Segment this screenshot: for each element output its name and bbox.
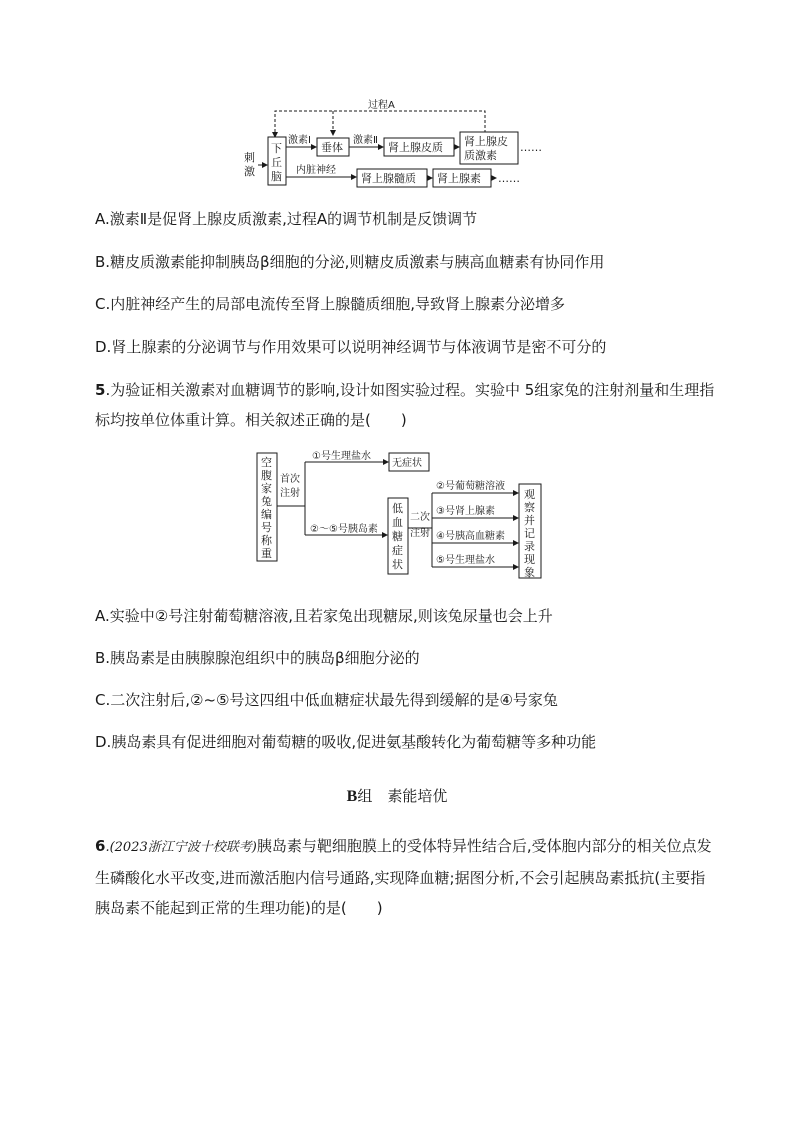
section-group-label: 组 (357, 787, 373, 805)
adrenaline-label: 肾上腺素 (437, 172, 481, 185)
svg-text:兔: 兔 (261, 495, 272, 508)
q5-option-a: A.实验中②号注射葡萄糖溶液,且若家兔出现糖尿,则该兔尿量也会上升 (95, 607, 553, 625)
hypoglycemia-text (392, 502, 403, 571)
second-injection-2: 注射 (410, 528, 430, 539)
cortical-hormone-label-1: 肾上腺皮 (464, 135, 508, 148)
svg-text:并: 并 (524, 514, 535, 527)
q5-option-b: B.胰岛素是由胰腺腺泡组织中的胰岛β细胞分泌的 (95, 649, 420, 667)
q6-stem (95, 831, 715, 923)
q6-stem-text: 胰岛素与靶细胞膜上的受体特异性结合后,受体胞内部分的相关位点发生磷酸化水平改变,进而激活胞内信号通路,实现降血糖;据图分析,不会引起胰岛素抵抗(主要指胰岛素不能起到正常的生理功能)的是( ) (95, 837, 712, 917)
svg-text:下: 下 (271, 142, 282, 155)
q6-source: .(2023浙江宁波十校联考) (105, 840, 257, 855)
q5-number: 5 (95, 381, 106, 399)
process-a-feedback-path (275, 111, 485, 137)
svg-text:家: 家 (261, 482, 272, 495)
svg-text:号: 号 (261, 521, 272, 534)
glucose-label: ②号葡萄糖溶液 (436, 481, 505, 492)
svg-text:空: 空 (261, 456, 272, 469)
q5-stem (95, 375, 715, 435)
first-injection-1: 首次 (280, 474, 300, 485)
svg-text:症: 症 (392, 544, 403, 557)
adrenaline-2-label: ③号肾上腺素 (436, 506, 495, 517)
section-group: B (346, 788, 358, 805)
svg-text:记: 记 (524, 527, 535, 540)
saline-1-label: ①号生理盐水 (312, 451, 371, 462)
q4-option-b: B.糖皮质激素能抑制胰岛β细胞的分泌,则糖皮质激素与胰高血糖素有协同作用 (95, 253, 605, 271)
svg-text:编: 编 (261, 508, 272, 521)
section-heading (0, 786, 794, 807)
hormone-2-label: 激素Ⅱ (353, 135, 378, 146)
first-injection-2: 注射 (280, 488, 300, 499)
ellipsis-1: …… (520, 141, 542, 154)
stimulus-label-1: 刺 (244, 151, 255, 164)
q6-number: 6 (95, 837, 106, 855)
glucagon-label: ④号胰高血糖素 (436, 531, 505, 542)
ellipsis-2: …… (498, 172, 520, 185)
svg-text:重: 重 (261, 547, 272, 560)
svg-text:血: 血 (392, 516, 403, 529)
experiment-flow-diagram (250, 448, 560, 588)
q4-option-a: A.激素Ⅱ是促肾上腺皮质激素,过程A的调节机制是反馈调节 (95, 210, 478, 228)
adrenal-medulla-label: 肾上腺髓质 (361, 172, 416, 185)
svg-text:象: 象 (524, 566, 535, 579)
visceral-nerve-label: 内脏神经 (296, 165, 336, 176)
process-a-label: 过程A (368, 100, 395, 111)
cortical-hormone-label-2: 质激素 (464, 149, 497, 162)
svg-text:状: 状 (392, 558, 403, 571)
saline-5-label: ⑤号生理盐水 (436, 555, 495, 566)
stimulus-label-2: 激 (244, 165, 255, 178)
no-symptoms-label: 无症状 (392, 458, 422, 469)
q4-option-d: D.肾上腺素的分泌调节与作用效果可以说明神经调节与体液调节是密不可分的 (95, 338, 607, 356)
svg-text:现: 现 (524, 553, 535, 566)
svg-text:腹: 腹 (261, 469, 272, 482)
rabbit-preparation-text (261, 455, 273, 560)
hormone-1-label: 激素Ⅰ (288, 135, 311, 146)
svg-text:观: 观 (524, 488, 535, 501)
second-injection-1: 二次 (410, 512, 430, 523)
q5-stem-text: .为验证相关激素对血糖调节的影响,设计如图实验过程。实验中 5组家兔的注射剂量和生理指标均按单位体重计算。相关叙述正确的是( ) (95, 381, 715, 429)
svg-text:低: 低 (392, 502, 403, 515)
q4-option-c: C.内脏神经产生的局部电流传至肾上腺髓质细胞,导致肾上腺素分泌增多 (95, 295, 566, 313)
svg-text:录: 录 (524, 540, 535, 553)
svg-text:丘: 丘 (271, 156, 282, 169)
svg-text:脑: 脑 (271, 170, 282, 183)
adrenal-cortex-label: 肾上腺皮质 (388, 141, 443, 154)
section-title: 素能培优 (387, 787, 448, 805)
q5-option-c: C.二次注射后,②~⑤号这四组中低血糖症状最先得到缓解的是④号家兔 (95, 691, 558, 709)
svg-text:称: 称 (261, 534, 272, 547)
insulin-2-5-label: ②～⑤号胰岛素 (310, 524, 378, 535)
hormone-regulation-diagram (240, 95, 560, 195)
svg-text:察: 察 (524, 501, 535, 514)
pituitary-label: 垂体 (321, 141, 343, 154)
observe-text (524, 488, 535, 579)
svg-text:糖: 糖 (392, 530, 403, 543)
q5-option-d: D.胰岛素具有促进细胞对葡萄糖的吸收,促进氨基酸转化为葡萄糖等多种功能 (95, 733, 597, 751)
